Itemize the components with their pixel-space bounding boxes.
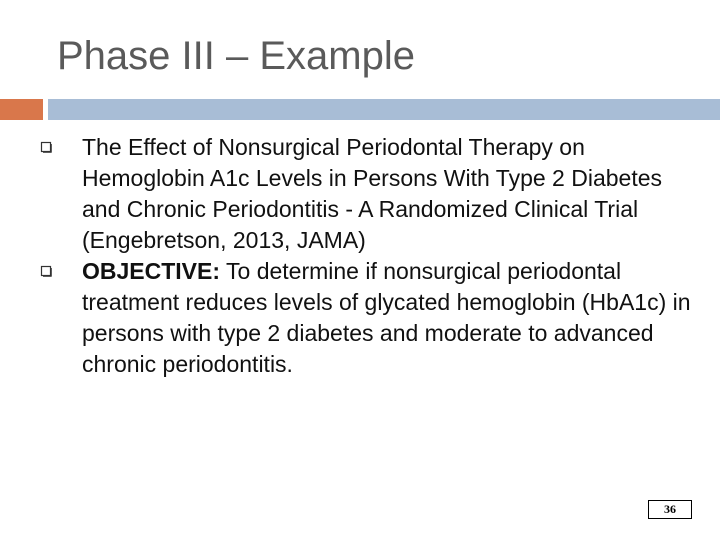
bullet-item-title	[40, 132, 700, 256]
objective-label: OBJECTIVE:	[82, 258, 221, 284]
bullet-text: To determine if nonsurgical periodontal treatment reduces levels of glycated hemoglobin (HbA1c) in persons with type 2 diabetes and moderate to advanced chronic periodontitis.	[82, 258, 691, 377]
bullet-list	[40, 132, 700, 380]
page-number: 36	[648, 500, 692, 519]
bullet-text: The Effect of Nonsurgical Periodontal Therapy on Hemoglobin A1c Levels in Persons With Type 2 Diabetes and Chronic Periodontitis - A Randomized Clinical Trial (Engebretson, 2013, JAMA)	[82, 134, 662, 253]
hollow-square-bullet-icon	[40, 141, 54, 155]
slide-title: Phase III – Example	[57, 34, 415, 78]
bullet-item-objective	[40, 256, 700, 380]
accent-bar-blue	[48, 99, 720, 120]
accent-bar-orange	[0, 99, 43, 120]
hollow-square-bullet-icon	[40, 265, 54, 279]
